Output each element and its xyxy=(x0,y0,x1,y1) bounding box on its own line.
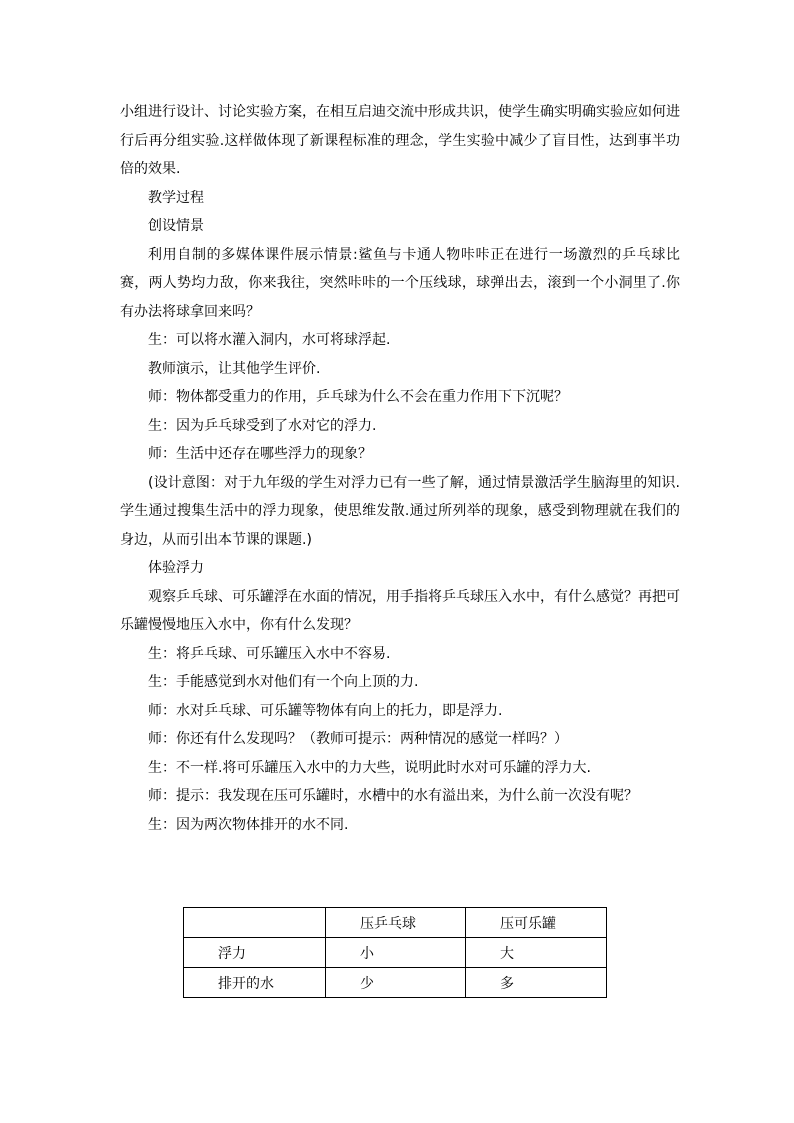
paragraph: 教学过程 xyxy=(148,189,204,206)
table-cell: 排开的水 xyxy=(184,968,326,998)
paragraph: 生：将乒乓球、可乐罐压入水中不容易. xyxy=(148,645,391,662)
paragraph: 生：手能感觉到水对他们有一个向上顶的力. xyxy=(148,674,419,690)
paragraph: (设计意图：对于九年级的学生对浮力已有一些了解，通过情景激活学生脑海里的知识.学生通过搜集生活中的浮力现象，使思维发散.通过所列举的现象，感受到物理就在我们的身边，从而引出本节课的课题.) xyxy=(120,474,680,548)
document-body xyxy=(120,98,680,839)
paragraph: 师：水对乒乓球、可乐罐等物体有向上的托力，即是浮力. xyxy=(148,702,503,719)
table-row xyxy=(184,938,607,968)
paragraph: 教师演示，让其他学生评价. xyxy=(148,360,321,377)
paragraph: 利用自制的多媒体课件展示情景:鲨鱼与卡通人物咔咔正在进行一场激烈的乒乓球比赛，两人势均力敌，你来我往，突然咔咔的一个压线球，球弹出去，滚到一个小洞里了.你有办法将球拿回来吗？ xyxy=(120,246,680,320)
paragraph: 师：提示：我发现在压可乐罐时，水槽中的水有溢出来，为什么前一次没有呢？ xyxy=(148,788,638,804)
table-header-cell xyxy=(184,908,326,938)
paragraph: 师：物体都受重力的作用，乒乓球为什么不会在重力作用下下沉呢？ xyxy=(148,389,568,405)
table-row xyxy=(184,968,607,998)
table-cell: 小 xyxy=(326,938,466,968)
paragraph: 生：因为两次物体排开的水不同. xyxy=(148,816,349,833)
paragraph: 生：可以将水灌入洞内，水可将球浮起. xyxy=(148,332,391,348)
table-cell: 浮力 xyxy=(184,938,326,968)
comparison-table-wrapper xyxy=(183,907,607,998)
table-header-row xyxy=(184,908,607,938)
table-header-cell: 压乒乓球 xyxy=(326,908,466,938)
paragraph: 生：因为乒乓球受到了水对它的浮力. xyxy=(148,417,377,434)
paragraph: 生：不一样.将可乐罐压入水中的力大些，说明此时水对可乐罐的浮力大. xyxy=(148,759,591,776)
table-cell: 大 xyxy=(466,938,607,968)
table-cell: 少 xyxy=(326,968,466,998)
paragraph: 创设情景 xyxy=(148,218,204,234)
paragraph: 小组进行设计、讨论实验方案，在相互启迪交流中形成共识，使学生确实明确实验应如何进行后再分组实验.这样做体现了新课程标准的理念，学生实验中减少了盲目性，达到事半功倍的效果. xyxy=(120,104,680,177)
paragraph: 师：生活中还存在哪些浮力的现象？ xyxy=(148,446,372,462)
paragraph: 体验浮力 xyxy=(148,560,204,576)
comparison-table xyxy=(183,907,607,998)
paragraph: 师：你还有什么发现吗？（教师可提示：两种情况的感觉一样吗？） xyxy=(148,731,568,747)
paragraph: 观察乒乓球、可乐罐浮在水面的情况，用手指将乒乓球压入水中，有什么感觉？再把可乐罐慢慢地压入水中，你有什么发现？ xyxy=(120,588,680,633)
table-header-cell: 压可乐罐 xyxy=(466,908,607,938)
table-cell: 多 xyxy=(466,968,607,998)
